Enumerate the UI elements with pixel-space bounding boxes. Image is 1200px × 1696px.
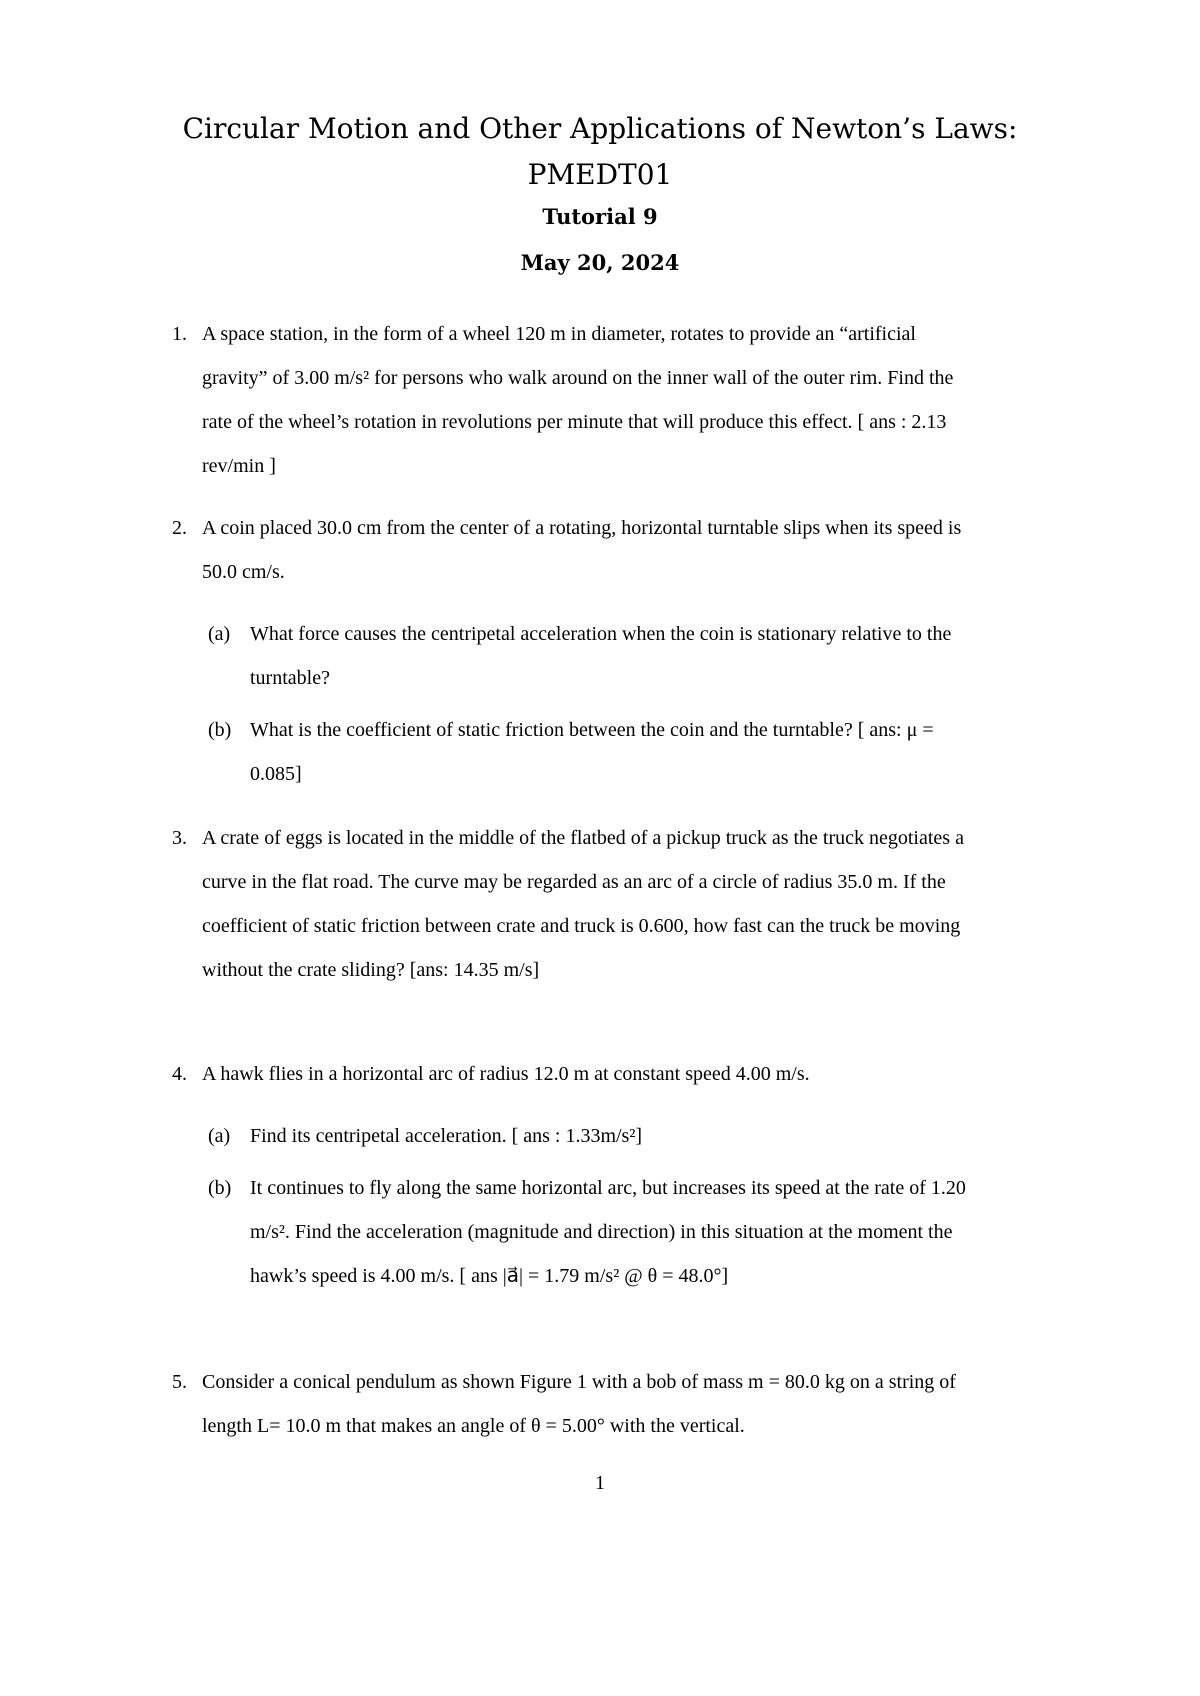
part-label: (a): [208, 623, 231, 645]
problem-number: 4.: [172, 1063, 187, 1085]
part-label: (a): [208, 1125, 231, 1147]
problem-text: A hawk flies in a horizontal arc of radius 12.0 m at constant speed 4.00 m/s.: [202, 1063, 810, 1085]
problem-text: Consider a conical pendulum as shown Figure 1 with a bob of mass m = 80.0 kg on a string of length L= 10.0 m that makes an angle of θ = 5.00° with the vertical.: [202, 1371, 956, 1437]
problem-text: A crate of eggs is located in the middle of the flatbed of a pickup truck as the truck negotiates a curve in the flat road. The curve may be regarded as an arc of a circle of radius 35.0 m. If the coefficient of static friction between crate and truck is 0.600, how fast can the truck be moving without the crate sliding? [ans: 14.35 m/s]: [202, 827, 964, 981]
document-date: May 20, 2024: [520, 250, 680, 275]
problem-number: 3.: [172, 827, 187, 849]
problem-2-part-a: [208, 612, 984, 700]
part-text: It continues to fly along the same horizontal arc, but increases its speed at the rate of 1.20 m/s². Find the acceleration (magnitude and direction) in this situation at the moment the hawk’s speed is 4.00 m/s. [ ans |a⃗| = 1.79 m/s² @ θ = 48.0°]: [250, 1177, 966, 1287]
problem-4-part-b: [208, 1166, 984, 1298]
problem-4: [172, 1052, 982, 1096]
document-subtitle: Tutorial 9: [542, 204, 658, 229]
problem-3: [172, 816, 982, 992]
problem-number: 5.: [172, 1371, 187, 1393]
problem-text: A space station, in the form of a wheel 120 m in diameter, rotates to provide an “artificial gravity” of 3.00 m/s² for persons who walk around on the inner wall of the outer rim. Find the rate of the wheel’s rotation in revolutions per minute that will produce this effect. [ ans : 2.13 rev/min ]: [202, 323, 954, 477]
problem-number: 1.: [172, 323, 187, 345]
part-text: What force causes the centripetal acceleration when the coin is stationary relative to the turntable?: [250, 623, 952, 689]
document-title: Circular Motion and Other Applications of Newton’s Laws: PMEDT01: [182, 112, 1018, 191]
problem-4-part-a: [208, 1114, 984, 1158]
problem-number: 2.: [172, 517, 187, 539]
problem-text: A coin placed 30.0 cm from the center of a rotating, horizontal turntable slips when its speed is 50.0 cm/s.: [202, 517, 962, 583]
part-label: (b): [208, 1177, 232, 1199]
part-text: Find its centripetal acceleration. [ ans : 1.33m/s²]: [250, 1125, 642, 1147]
part-label: (b): [208, 719, 232, 741]
page-number: 1: [595, 1472, 605, 1494]
problem-1: [172, 312, 982, 488]
part-text: What is the coefficient of static friction between the coin and the turntable? [ ans: μ = 0.085]: [250, 719, 934, 785]
problem-5: [172, 1360, 982, 1448]
problem-2: [172, 506, 982, 594]
problem-2-part-b: [208, 708, 984, 796]
